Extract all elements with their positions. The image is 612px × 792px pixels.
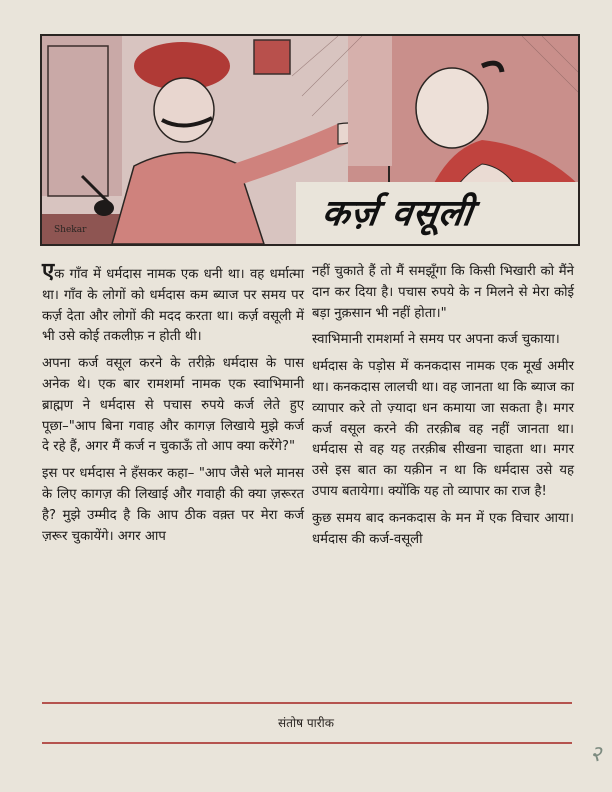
left-column xyxy=(42,259,304,553)
paragraph: स्वाभिमानी रामशर्मा ने समय पर अपना कर्ज चुकाया। xyxy=(312,332,560,348)
author-credit: संतोष पारीक xyxy=(278,716,334,730)
story-title: कर्ज़ वसूली xyxy=(319,193,476,234)
artist-signature: Shekar xyxy=(54,225,87,235)
paragraph: इस पर धर्मदास ने हँसकर कहा– "आप जैसे भले मानस के लिए कागज़ की लिखाई और गवाही की क्या ज़रूरत है? मुझे उम्मीद है कि आप ठीक वक़्त पर मेरा कर्ज ज़रूर चुकायेंगे। अगर आप xyxy=(42,466,304,544)
divider-top xyxy=(42,702,572,704)
paragraph: कुछ समय बाद कनकदास के मन में एक विचार आया। धर्मदास की कर्ज-वसूली xyxy=(312,510,574,547)
right-column xyxy=(312,262,574,556)
divider-bottom xyxy=(42,742,572,744)
paragraph: नहीं चुकाते हैं तो मैं समझूँगा कि किसी भिखारी को मैंने दान कर दिया है। पचास रुपये के न मिलने से मेरा कोई बड़ा नुक़सान भी नहीं होता।" xyxy=(312,264,574,321)
paragraph: अपना कर्ज वसूल करने के तरीक़े धर्मदास के पास अनेक थे। एक बार रामशर्मा नामक एक स्वाभिमानी ब्राह्मण ने धर्मदास से पचास रुपये कर्ज लेते हुए पूछा–"आप बिना गवाह और कागज़ लिखाये मुझे कर्ज दे रहे हैं, अगर मैं कर्ज न चुकाऊँ तो आप क्या करेंगे?" xyxy=(42,356,304,455)
paragraph: धर्मदास के पड़ोस में कनकदास नामक एक मूर्ख अमीर था। कनकदास लालची था। वह जानता था कि ब्याज का व्यापार करे तो ज़्यादा धन कमाया जा सकता है। मगर कर्ज वसूल करने की तरक़ीब वह नहीं जानता था। धर्मदास से वह यह तरक़ीब सीखना चाहता था। मगर उसे इस बात का यक़ीन न था कि धर्मदास उसे यह उपाय बतायेगा। क्योंकि यह तो व्यापार का राज है! xyxy=(312,359,574,499)
paragraph: एक गाँव में धर्मदास नामक एक धनी था। वह धर्मात्मा था। गाँव के लोगों को धर्मदास कम ब्याज पर समय पर कर्ज़ देता और लोगों की मदद करता था। कर्ज़ वसूली में भी उसे कोई तकलीफ़ न होती थी। xyxy=(42,259,304,345)
page-number: २ xyxy=(590,742,602,767)
